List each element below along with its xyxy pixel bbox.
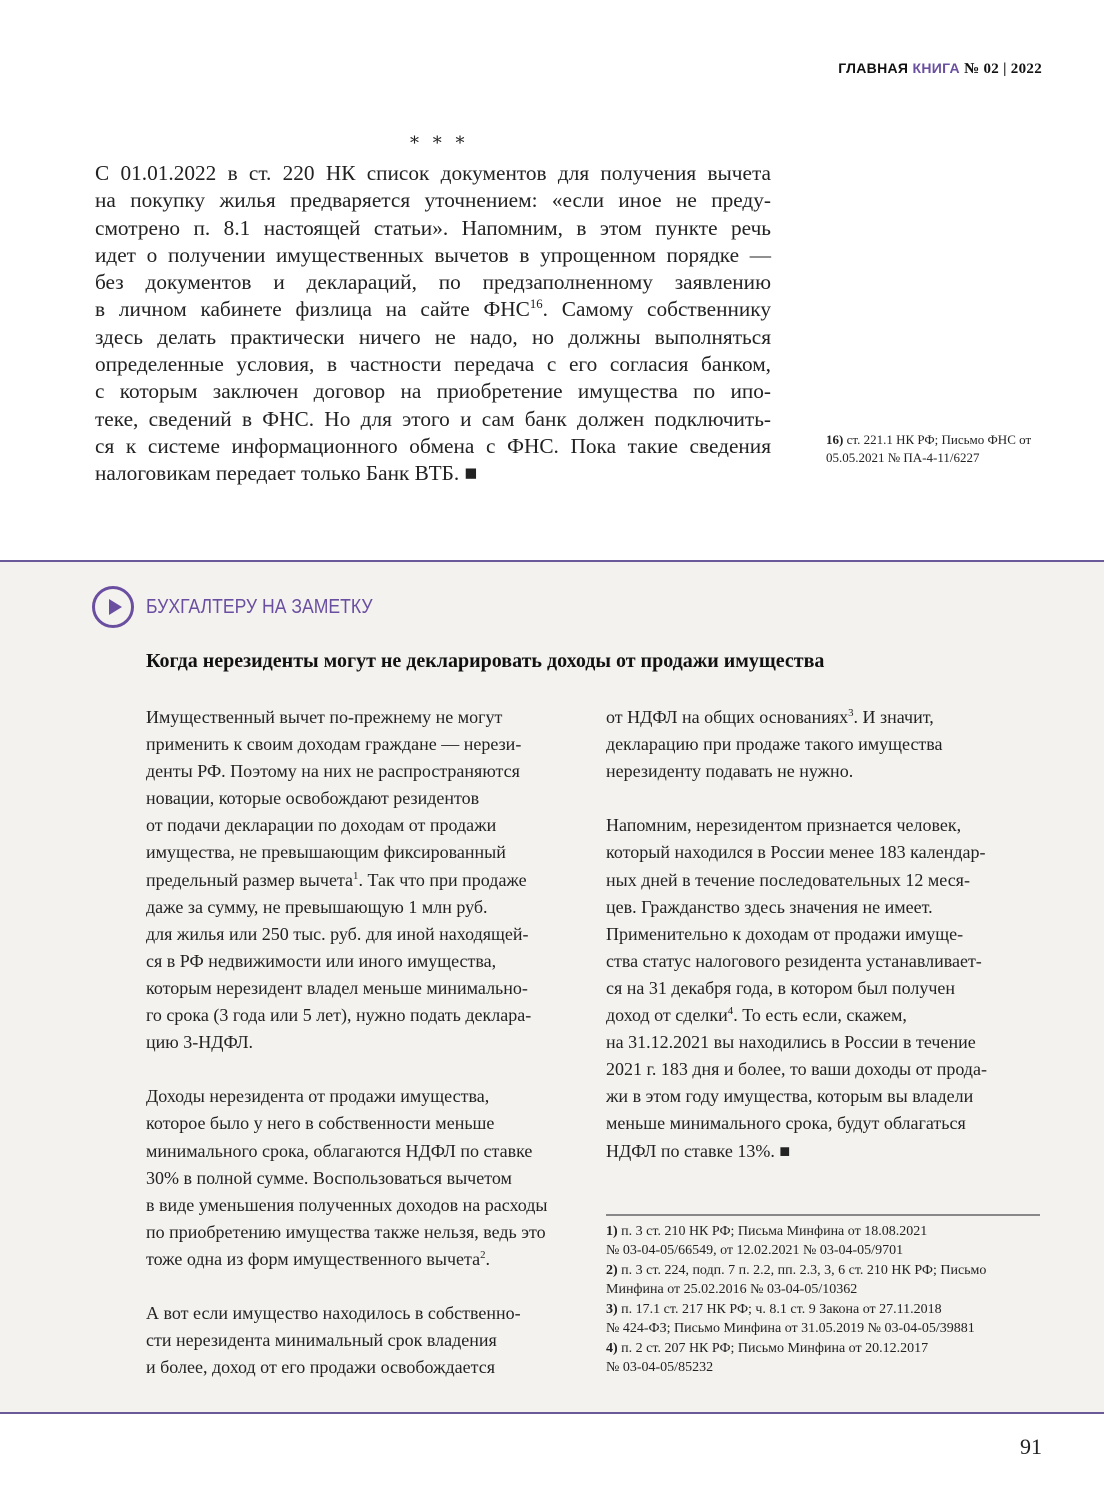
text-line: с которым заключен договор на приобретение имущества по ипо- [95,379,771,404]
footnote [606,1261,1046,1299]
footnote [606,1339,1046,1377]
footnote [606,1222,1046,1260]
text-line: ся на 31 декабря года, в котором был получен [606,977,956,998]
text-line: для жилья или 250 тыс. руб. для иной находящей- [146,923,529,944]
footnote-16 [826,431,1036,466]
text-line: Имущественный вычет по-прежнему не могут [146,707,503,727]
text-line: от подачи декларации по доходам от продажи [146,815,497,836]
main-paragraph [95,160,771,488]
text-line: ства статус налогового резидента устанавливает- [606,950,982,971]
text-line: смотрено п. 8.1 настоящей статьи». Напомним, в этом пункте речь [95,215,771,240]
text-line: Напомним, нерезидентом признается человек, [606,815,962,836]
text-line: который находился в России менее 183 календар- [606,842,986,863]
brand-name: ГЛАВНАЯ [838,60,909,76]
text-line: Применительно к доходам от продажи имуще- [606,923,964,944]
section-divider-stars: * * * [410,133,469,154]
footnote-line: 3) п. 17.1 ст. 217 НК РФ; ч. 8.1 ст. 9 Закона от 27.11.2018 [606,1302,942,1317]
text-line: которое было у него в собственности меньше [146,1113,495,1134]
paragraph [146,1083,580,1273]
footnote-line: № 424-ФЗ; Письмо Минфина от 31.05.2019 № 03-04-05/39881 [606,1321,975,1336]
footnote-ref: 2 [480,1248,486,1261]
text-line: на покупку жилья предваряется уточнением: «если иное не преду- [95,188,771,213]
footnote-number: 2) [606,1263,618,1278]
paragraph [146,1300,580,1381]
footnote-line: 4) п. 2 ст. 207 НК РФ; Письмо Минфина от 20.12.2017 [606,1341,929,1356]
footnote-line: 2) п. 3 ст. 224, подп. 7 п. 2.2, пп. 2.3, 3, 6 ст. 210 НК РФ; Письмо [606,1263,987,1278]
text-line: здесь делать практически ничего не надо, но должны выполняться [95,324,771,349]
text-line: цию 3-НДФЛ. [146,1032,254,1053]
text-line: сти нерезидента минимальный срок владения [146,1330,497,1351]
footnote-number: 1) [606,1224,618,1239]
footnote-line: Минфина от 25.02.2016 № 03-04-05/10362 [606,1282,858,1297]
text-line: по приобретению имущества также нельзя, ведь это [146,1221,546,1242]
paragraph-gap [606,785,1040,812]
text-line: предельный размер вычета$^1$. Так что при продаже [146,869,527,890]
footnote-ref: 3 [848,707,854,719]
footnote [606,1300,1046,1338]
column-left [146,704,580,1381]
text-line: тоже одна из форм имущественного вычета$^2$. [146,1248,491,1269]
text-line: имущества, не превышающим фиксированный [146,842,506,863]
text-line: ся к системе информационного обмена с ФНС. Пока такие сведения [95,433,771,458]
issue-number: № 02 | 2022 [964,61,1042,77]
brand-name-accent: КНИГА [912,60,960,76]
footnote-number: 4) [606,1341,618,1356]
text-line: ся в РФ недвижимости или иного имущества, [146,950,497,971]
paragraph-gap [146,1056,580,1083]
article-title: Когда нерезиденты могут не декларировать доходы от продажи имущества [146,650,825,672]
text-line: нерезиденту подавать не нужно. [606,761,854,782]
text-line: С 01.01.2022 в ст. 220 НК список документов для получения вычета [95,161,771,185]
text-line: минимального срока, облагаются НДФЛ по ставке [146,1140,533,1161]
text-line: в личном кабинете физлица на сайте ФНС$^{16}$. Самому собственнику [95,297,771,322]
text-line: определенные условия, в частности передача с его согласия банком, [95,352,771,377]
paragraph [606,704,1040,785]
footnote-divider [606,1214,1040,1216]
text-line: теке, сведений в ФНС. Но для этого и сам банк должен подключить- [95,406,771,431]
text-line: даже за сумму, не превышающую 1 млн руб. [146,896,488,917]
text-line: и более, доход от его продажи освобождается [146,1357,496,1378]
paragraph [606,812,1040,1164]
text-line: применить к своим доходам граждане — нерези- [146,734,522,755]
text-line: денты РФ. Поэтому на них не распространяются [146,761,520,782]
magazine-header [838,60,1042,78]
text-line: на 31.12.2021 вы находились в России в течение [606,1032,976,1053]
text-line: ных дней в течение последовательных 12 меся- [606,869,970,890]
text-line: 2021 г. 183 дня и более, то ваши доходы от прода- [606,1059,987,1080]
section-label: БУХГАЛТЕРУ НА ЗАМЕТКУ [146,596,373,618]
text-line: в виде уменьшения полученных доходов на расходы [146,1194,548,1215]
footnotes [606,1222,1046,1378]
text-line: от НДФЛ на общих основаниях$^3$. И значит, [606,707,934,727]
page-number: 91 [1020,1434,1042,1459]
text-line: декларацию при продаже такого имущества [606,734,943,755]
footnote-ref: 1 [353,869,359,882]
footnote-line: № 03-04-05/85232 [606,1360,714,1375]
footnote-text: ст. 221.1 НК РФ; Письмо ФНС от 05.05.2021 № ПА-4-11/6227 [826,432,1032,465]
play-icon [92,586,134,628]
column-right [606,704,1040,1165]
footnote-line: № 03-04-05/66549, от 12.02.2021 № 03-04-05/9701 [606,1243,904,1258]
footnote-number: 16) [826,432,844,447]
text-line: доход от сделки$^4$. То есть если, скажем, [606,1005,907,1026]
footnote-ref: 4 [727,1005,734,1018]
footnote-number: 3) [606,1302,618,1317]
text-line: жи в этом году имущества, которым вы владели [606,1086,974,1107]
text-line: меньше минимального срока, будут облагаться [606,1113,966,1134]
paragraph [146,704,580,1056]
text-line: го срока (3 года или 5 лет), нужно подать деклара- [146,1005,532,1026]
text-line: Доходы нерезидента от продажи имущества, [146,1086,490,1107]
text-line: без документов и деклараций, по предзаполненному заявлению [95,270,771,295]
text-line: налоговикам передает только Банк ВТБ. ■ [95,461,478,486]
footnote-ref: 16 [529,297,543,312]
text-line: 30% в полной сумме. Воспользоваться вычетом [146,1167,512,1188]
footnote-line: 1) п. 3 ст. 210 НК РФ; Письма Минфина от 18.08.2021 [606,1224,928,1239]
text-line: А вот если имущество находилось в собственно- [146,1303,521,1324]
text-line: идет о получении имущественных вычетов в упрощенном порядке — [95,242,771,267]
text-line: цев. Гражданство здесь значения не имеет. [606,896,933,917]
text-line: НДФЛ по ставке 13%. ■ [606,1140,791,1161]
text-line: новации, которые освобождают резидентов [146,788,480,809]
paragraph-gap [146,1273,580,1300]
text-line: которым нерезидент владел меньше минимально- [146,977,528,998]
